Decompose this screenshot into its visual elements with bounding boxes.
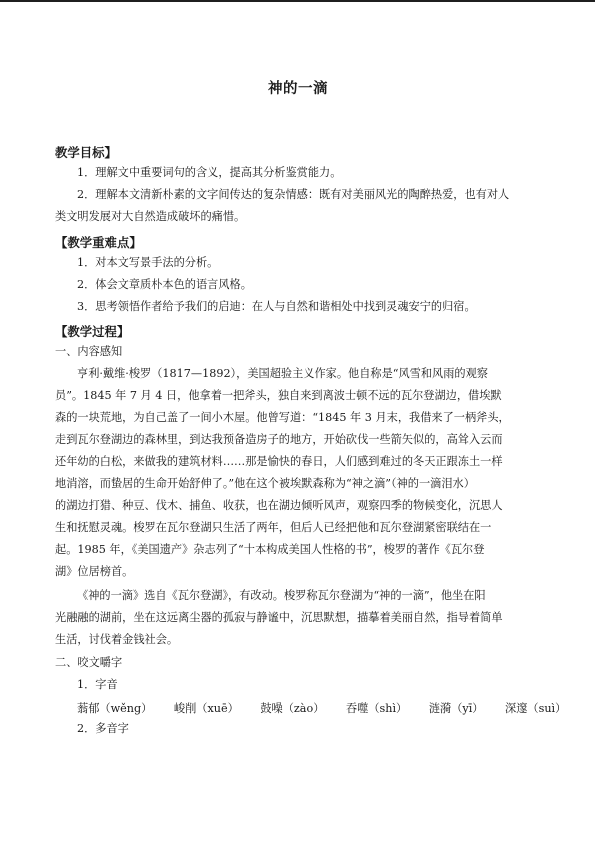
keypoints-heading: 【教学重难点】 <box>55 235 142 250</box>
pinyin-item: 峻削（xuē） <box>173 702 239 715</box>
para2-line-1: 《神的一滴》选自《瓦尔登湖》，有改动。梭罗称瓦尔登湖为“神的一滴”，他坐在阳 <box>77 589 486 602</box>
para1-line-1: 亨利·戴维·梭罗（1817—1892），美国超验主义作家。他自称是“风雪和风雨的观察 <box>77 367 488 380</box>
page-title: 神的一滴 <box>268 81 328 97</box>
pinyin-item: 深邃（suì） <box>505 702 567 715</box>
goal-item-2: 2．理解本文清新朴素的文字间传达的复杂情感：既有对美丽风光的陶醉热爱，也有对人 <box>77 188 510 201</box>
keypoint-item-2: 2．体会文章质朴本色的语言风格。 <box>77 278 252 291</box>
para1-line-8: 生和抚慰灵魂。梭罗在瓦尔登湖只生活了两年，但后人已经把他和瓦尔登湖紧密联结在一 <box>55 521 492 534</box>
process-heading: 【教学过程】 <box>55 324 130 339</box>
para1-line-5: 还年幼的白松，来做我的建筑材料……那是愉快的春日，人们感到难过的冬天正跟冻土一样 <box>55 455 503 468</box>
section-2-title: 二、咬文嚼字 <box>55 656 123 669</box>
para1-line-10: 湖》位居榜首。 <box>55 565 134 578</box>
pinyin-item: 吞噬（shì） <box>345 702 408 715</box>
para1-line-4: 走到瓦尔登湖边的森林里，到达我预备造房子的地方，开始砍伐一些箭矢似的，高耸入云而 <box>55 433 503 446</box>
keypoint-item-1: 1．对本文写景手法的分析。 <box>77 256 219 269</box>
para1-line-9: 起。1985 年，《美国遗产》杂志列了“十本构成美国人性格的书”，梭罗的著作《瓦尔登 <box>55 543 485 556</box>
goal-item-2-cont: 类文明发展对大自然造成破坏的痛惜。 <box>55 210 246 223</box>
para2-line-2: 光融融的湖前，坐在这远离尘器的孤寂与静谧中，沉思默想，描摹着美丽自然，指导着简单 <box>55 611 503 624</box>
subsection-polyphone: 2．多音字 <box>77 722 129 735</box>
goal-item-1: 1．理解文中重要词句的含义，提高其分析鉴赏能力。 <box>77 166 342 179</box>
para1-line-6: 地消溶，而蛰居的生命开始舒伸了。”他在这个被埃默森称为“神之滴”（神的一滴泪水） <box>55 477 475 490</box>
pinyin-list <box>77 700 566 716</box>
para2-line-3: 生活，讨伐着金钱社会。 <box>55 633 179 646</box>
section-1-title: 一、内容感知 <box>55 345 123 358</box>
para1-line-3: 森的一块荒地，为自己盖了一间小木屋。他曾写道：“1845 年 3 月末，我借来了一柄斧头， <box>55 411 510 424</box>
para1-line-2: 员”。1845 年 7 月 4 日，他拿着一把斧头，独自来到离波士顿不远的瓦尔登湖边，借埃默 <box>55 389 502 402</box>
top-border-line <box>0 0 595 2</box>
keypoint-item-3: 3．思考领悟作者给予我们的启迪：在人与自然和谐相处中找到灵魂安宁的归宿。 <box>77 300 476 313</box>
para1-line-7: 的湖边打猎、种豆、伐木、捕鱼、收获，也在湖边倾听风声，观察四季的物候变化，沉思人 <box>55 499 503 512</box>
subsection-pronunciation: 1．字音 <box>77 678 118 691</box>
goals-heading: 教学目标】 <box>55 145 117 160</box>
pinyin-item: 鼓噪（zào） <box>260 702 325 715</box>
pinyin-item: 涟漪（yī） <box>428 702 484 715</box>
pinyin-item: 蓊郁（wěng） <box>77 702 153 715</box>
